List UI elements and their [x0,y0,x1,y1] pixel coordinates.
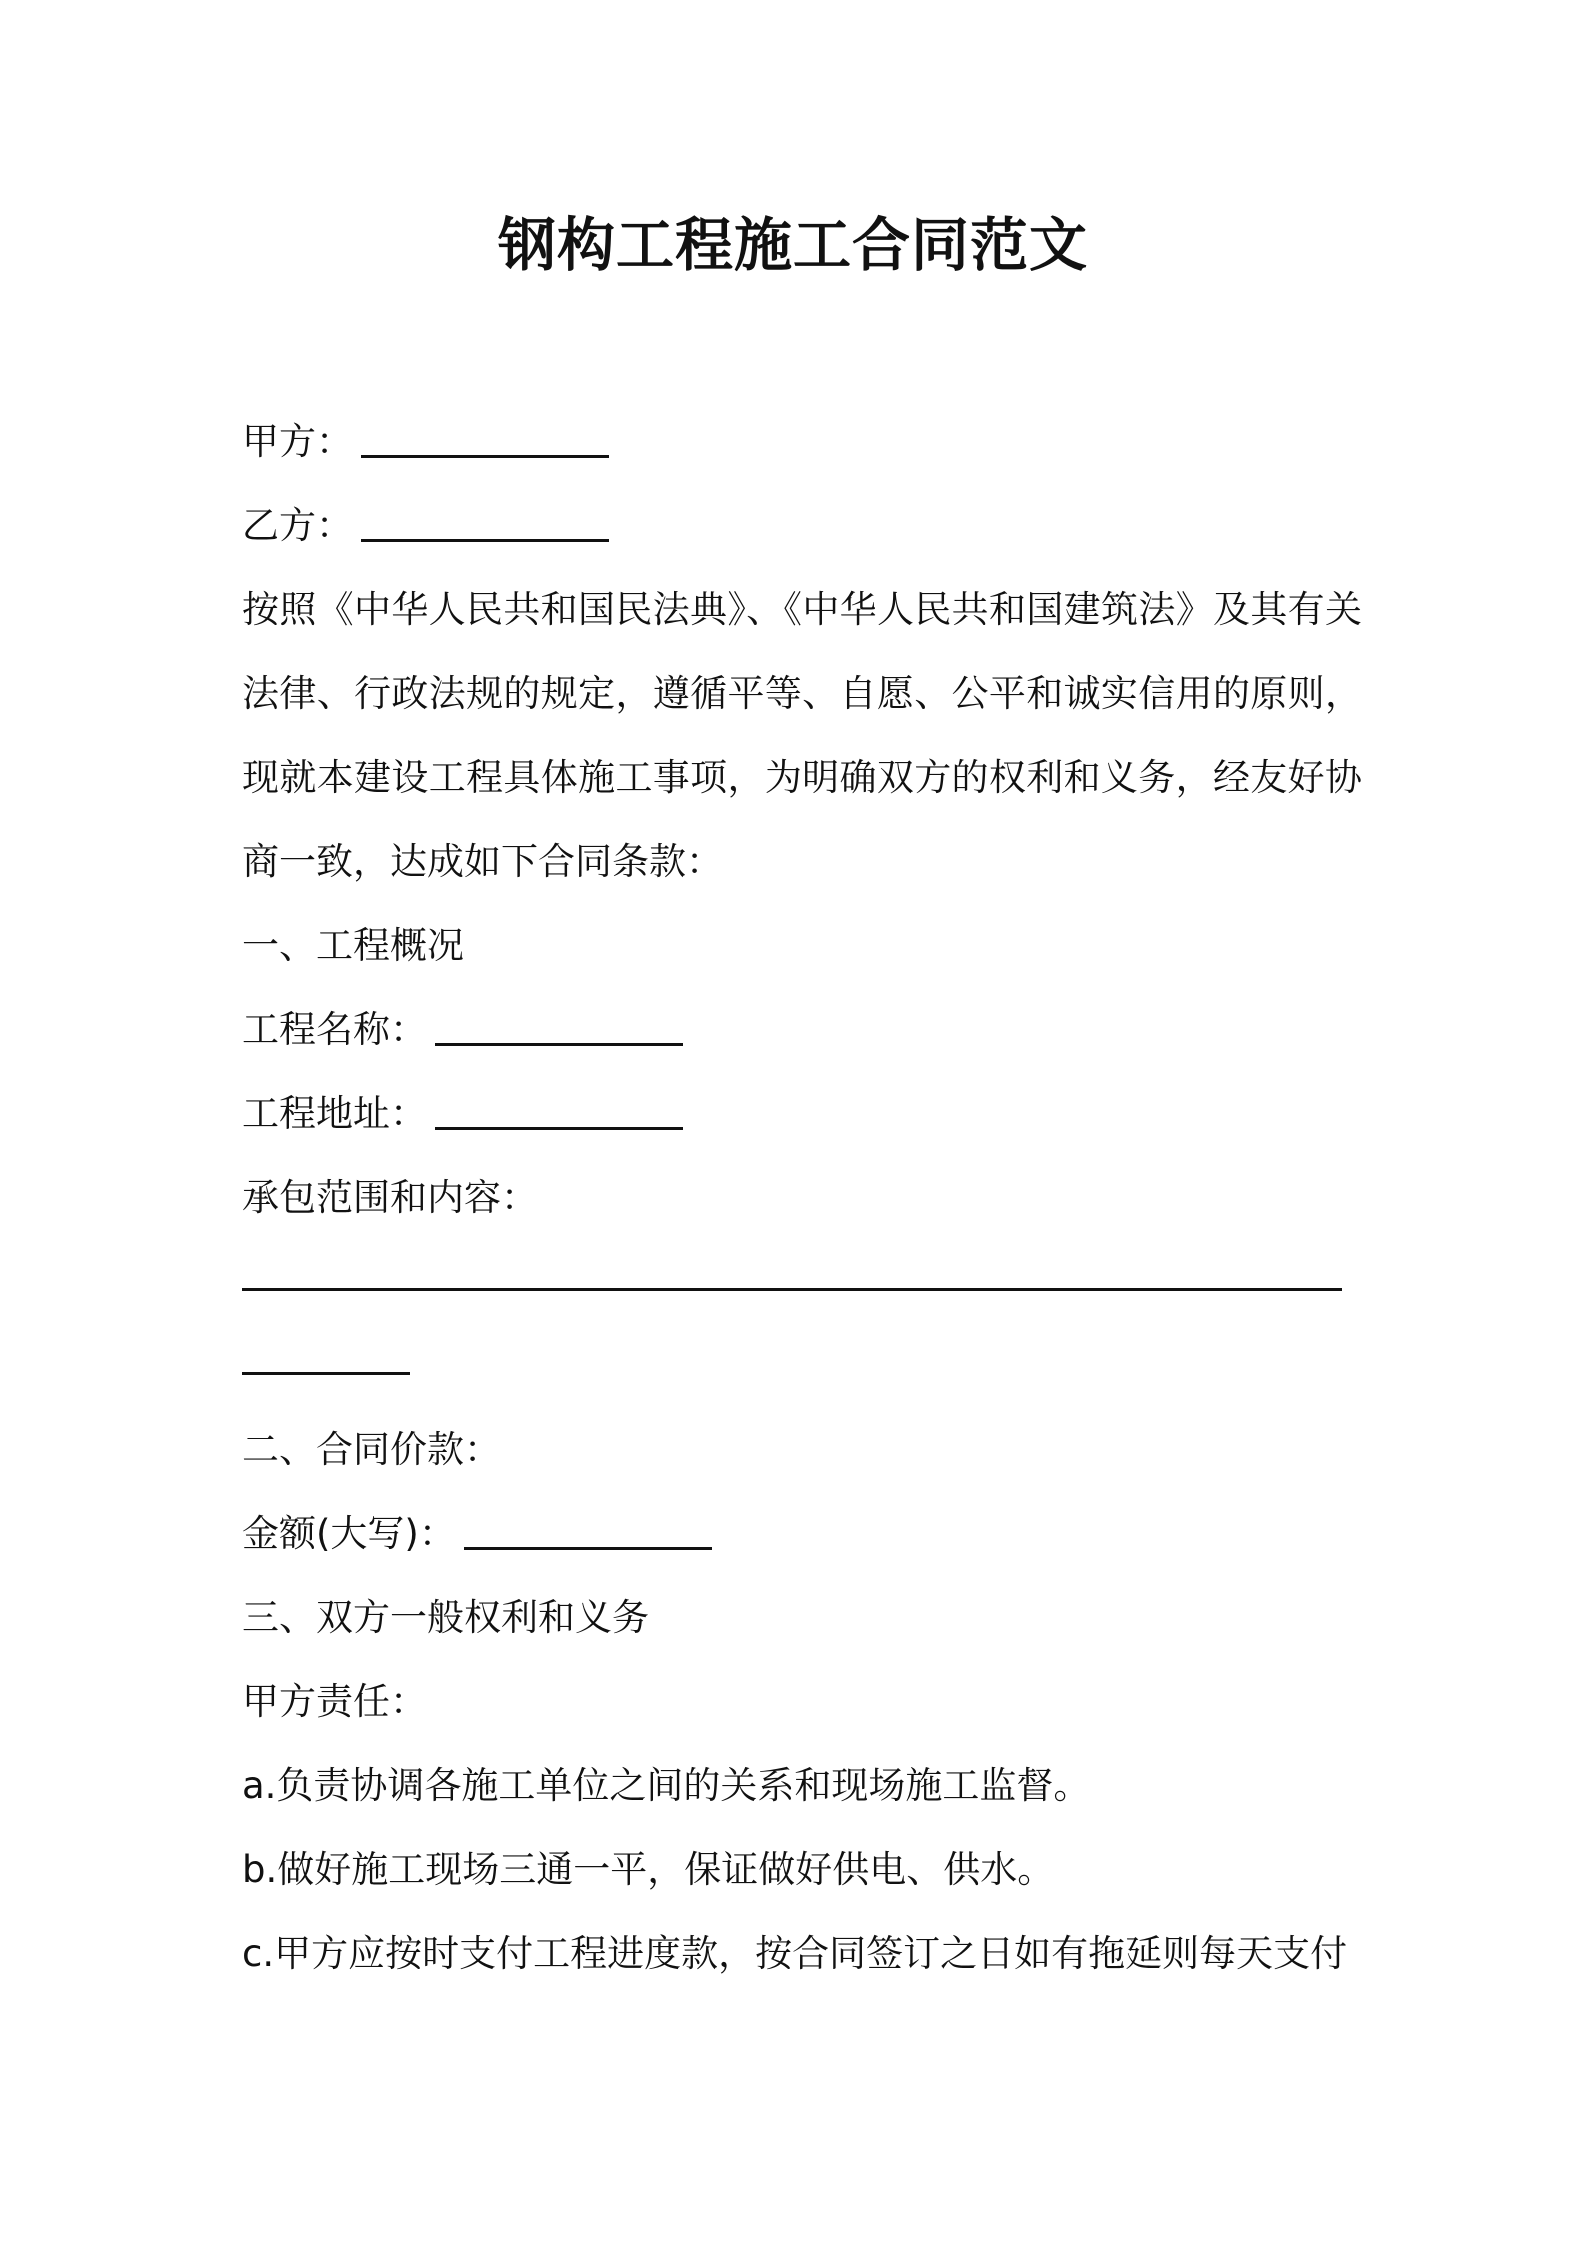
scope-blank-2[interactable] [242,1338,410,1375]
amount-blank[interactable] [464,1513,712,1550]
scope-blank-line-1 [242,1240,1362,1324]
project-address-line [242,1072,1362,1156]
party-b-label: 乙方： [242,504,353,547]
scope-label: 承包范围和内容： [242,1176,538,1219]
project-address-label: 工程地址： [242,1092,427,1135]
party-a-blank[interactable] [361,421,609,458]
project-address-blank[interactable] [435,1093,683,1130]
project-name-blank[interactable] [435,1009,683,1046]
party-b-blank[interactable] [361,505,609,542]
party-a-label: 甲方： [242,420,353,463]
section2-heading: 二、合同价款： [242,1428,501,1471]
document-body [242,400,1362,1996]
amount-label: 金额(大写)： [242,1512,456,1555]
party-a-line [242,400,1362,484]
amount-line [242,1492,1362,1576]
scope-blank-line-2 [242,1324,1362,1408]
section3-heading: 三、双方一般权利和义务 [242,1596,649,1639]
preamble-paragraph: 按照《中华人民共和国民法典》、《中华人民共和国建筑法》及其有关法律、行政法规的规定，遵循平等、自愿、公平和诚实信用的原则，现就本建设工程具体施工事项，为明确双方的权利和义务，经友好协商一致，达成如下合同条款： [242,588,1362,883]
project-name-label: 工程名称： [242,1008,427,1051]
project-name-line [242,988,1362,1072]
party-b-line [242,484,1362,568]
duty-item-c: c.甲方应按时支付工程进度款，按合同签订之日如有拖延则每天支付 [242,1932,1348,1975]
duty-item-a: a.负责协调各施工单位之间的关系和现场施工监督。 [242,1764,1091,1807]
document-title: 钢构工程施工合同范文 [497,211,1088,279]
scope-blank-1[interactable] [242,1254,1342,1291]
party-a-duties-heading: 甲方责任： [242,1680,427,1723]
duty-item-b: b.做好施工现场三通一平，保证做好供电、供水。 [242,1848,1055,1891]
section1-heading: 一、工程概况 [242,924,464,967]
